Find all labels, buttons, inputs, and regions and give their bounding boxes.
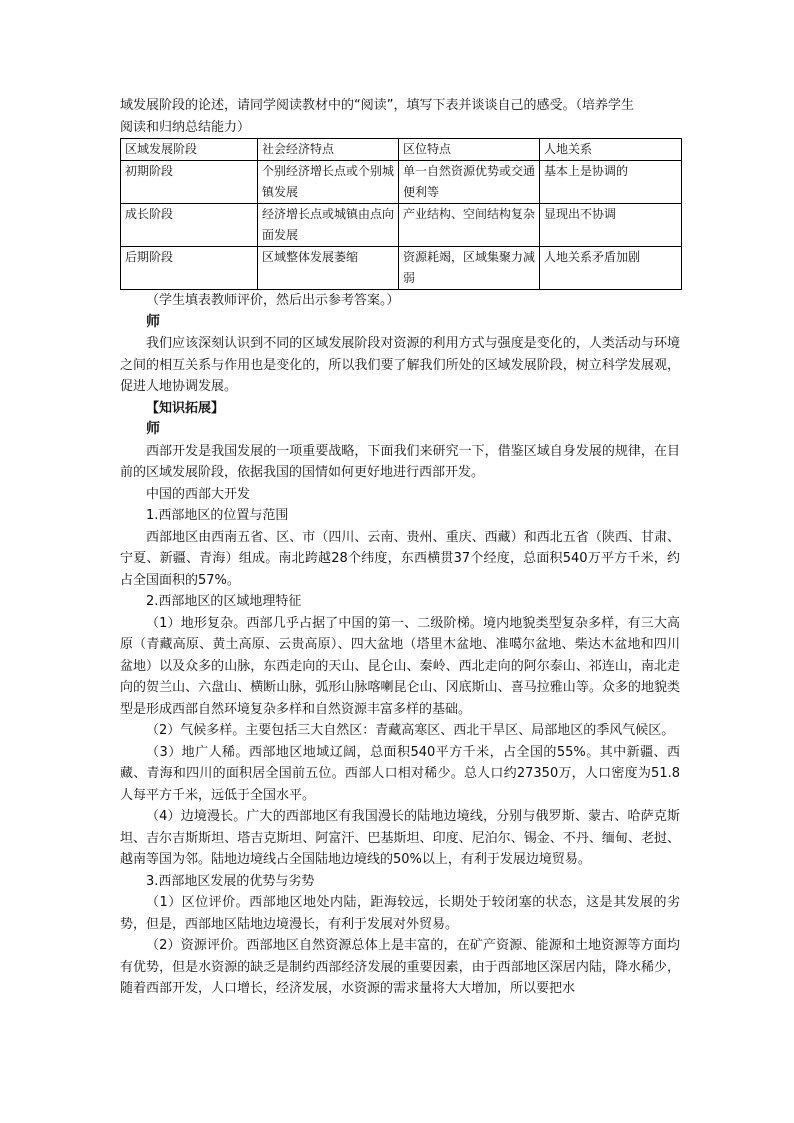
heading-regional-features: 2.西部地区的区域地理特征 — [146, 594, 302, 609]
document-body — [120, 95, 680, 1000]
section-knowledge-extension: 【知识拓展】 — [146, 400, 225, 416]
paragraph-border: （4）边境漫长。广大的西部地区有我国漫长的陆地边境线，分别与俄罗斯、蒙古、哈萨克斯坦、吉尔吉斯斯坦、塔吉克斯坦、阿富汗、巴基斯坦、印度、尼泊尔、锡金、不丹、缅甸、老挝、越南等国为邻。陆地边境线占全国陆地边境线的50%以上，有利于发展边境贸易。 — [120, 809, 680, 867]
table-row — [121, 161, 682, 204]
teacher-label: 师 — [146, 421, 160, 437]
table-cell: 人地关系矛盾加剧 — [540, 247, 682, 290]
paragraph-population: （3）地广人稀。西部地区地域辽阔，总面积540平方千米，占全国的55%。其中新疆、西藏、青海和四川的面积居全国前五位。西部人口相对稀少。总人口约27350万，人口密度为51.8人每平方千米，远低于全国水平。 — [120, 744, 680, 803]
table-cell: 单一自然资源优势或交通便利等 — [399, 161, 540, 204]
intro-line-2: 阅读和归纳总结能力） — [120, 119, 251, 135]
table-cell: 成长阶段 — [121, 204, 258, 247]
table-cell: 产业结构、空间结构复杂 — [399, 204, 540, 247]
table-cell: 区域整体发展萎缩 — [258, 247, 399, 290]
teacher-label: 师 — [146, 313, 160, 330]
paragraph-location-range: 西部地区由西南五省、区、市（四川、云南、贵州、重庆、西藏）和西北五省（陕西、甘肃、宁夏、新疆、青海）组成。南北跨越28个纬度，东西横贯37个经度，总面积540万平方千米，约占全国面积的57%。 — [120, 529, 680, 588]
table-cell: 个别经济增长点或个别城镇发展 — [258, 161, 399, 204]
heading-location-range: 1.西部地区的位置与范围 — [146, 508, 289, 523]
paragraph-western-development: 西部开发是我国发展的一项重要战略，下面我们来研究一下，借鉴区域自身发展的规律，在目前的区域发展阶段，依据我国的国情如何更好地进行西部开发。 — [120, 443, 680, 480]
teacher-note: （学生填表教师评价，然后出示参考答案。） — [146, 293, 400, 308]
paragraph-resource-use: 我们应该深刻认识到不同的区域发展阶段对资源的利用方式与强度是变化的，人类活动与环境之间的相互关系与作用也是变化的，所以我们要了解我们所处的区域发展阶段，树立科学发展观，促进人地协调发展。 — [120, 336, 680, 394]
paragraph-resource-evaluation: （2）资源评价。西部地区自然资源总体上是丰富的，在矿产资源、能源和土地资源等方面均有优势，但是水资源的缺乏是制约西部经济发展的重要因素，由于西部地区深居内陆，降水稀少，随着西部开发，人口增长，经济发展，水资源的需求量将大大增加，所以要把水 — [120, 938, 680, 996]
table-cell: 后期阶段 — [121, 247, 258, 290]
table-cell: 基本上是协调的 — [540, 161, 682, 204]
table-cell: 经济增长点或城镇由点向面发展 — [258, 204, 399, 247]
development-stage-table — [120, 138, 682, 290]
table-cell: 初期阶段 — [121, 161, 258, 204]
paragraph-climate: （2）气候多样。主要包括三大自然区：青藏高寒区、西北干旱区、局部地区的季风气候区。 — [146, 723, 675, 738]
table-header-cell: 人地关系 — [540, 139, 682, 161]
intro-line-1: 域发展阶段的论述，请同学阅读教材中的“阅读”，填写下表并谈谈自己的感受。（培养学生 — [120, 98, 634, 113]
table-cell: 显现出不协调 — [540, 204, 682, 247]
table-header-cell: 社会经济特点 — [258, 139, 399, 161]
topic-heading: 中国的西部大开发 — [146, 486, 251, 502]
table-row — [121, 204, 682, 247]
table-cell: 资源耗竭，区域集聚力减弱 — [399, 247, 540, 290]
paragraph-location-evaluation: （1）区位评价。西部地区地处内陆，距海较远，长期处于较闭塞的状态，这是其发展的劣势，但是，西部地区陆地边境漫长，有利于发展对外贸易。 — [120, 895, 680, 932]
heading-advantages: 3.西部地区发展的优势与劣势 — [146, 873, 315, 889]
paragraph-terrain: （1）地形复杂。西部几乎占据了中国的第一、二级阶梯。境内地貌类型复杂多样，有三大高原（青藏高原、黄土高原、云贵高原）、四大盆地（塔里木盆地、准噶尔盆地、柴达木盆地和四川盆地）以及众多的山脉，东西走向的天山、昆仑山、秦岭、西北走向的阿尔泰山、祁连山，南北走向的贺兰山、六盘山、横断山脉，弧形山脉喀喇昆仑山、冈底斯山、喜马拉雅山等。众多的地貌类型是形成西部自然环境复杂多样和自然资源丰富多样的基础。 — [120, 615, 680, 717]
table-header-row — [121, 139, 682, 161]
table-header-cell: 区位特点 — [399, 139, 540, 161]
table-row — [121, 247, 682, 290]
table-header-cell: 区域发展阶段 — [121, 139, 258, 161]
